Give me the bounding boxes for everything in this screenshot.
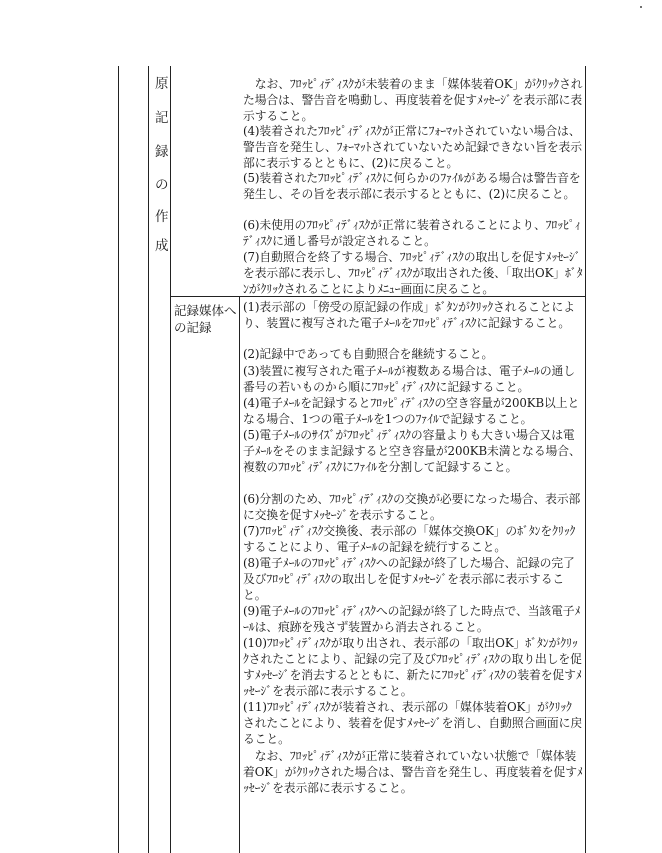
paragraph-item-5: (5)電子ﾒｰﾙのｻｲｽﾞがﾌﾛｯﾋﾟｨﾃﾞｨｽｸの容量よりも大きい場合又は電子ﾒｰﾙをそのまま記録すると空き容量が200KB未満となる場合、複数のﾌﾛｯﾋﾟｨﾃﾞｨｽｸにﾌｧｲﾙを分割して記録すること。 [243, 428, 581, 474]
table-right-border [585, 66, 586, 853]
paragraph-item-4: (4)装着されたﾌﾛｯﾋﾟｨﾃﾞｨｽｸが正常にﾌｫｰﾏｯﾄされていない場合は、警告音を発生し、ﾌｫｰﾏｯﾄされていないため記録できない旨を表示部に表示するとともに、(2)に戻ること。 [243, 124, 582, 170]
scan-speck [640, 6, 642, 8]
paragraph-item-2: (2)記録中であっても自動照合を継続すること。 [243, 347, 494, 361]
label-char: 作 [155, 209, 169, 225]
label-char: の [155, 177, 169, 193]
paragraph-item-11: (11)ﾌﾛｯﾋﾟｨﾃﾞｨｽｸが装着され、表示部の「媒体装着OK」がｸﾘｯｸされたことにより、装着を促すﾒｯｾｰｼﾞを消し、自動照合画面に戻ること。 [243, 700, 583, 746]
paragraph-item-7: (7)ﾌﾛｯﾋﾟｨﾃﾞｨｽｸ交換後、表示部の「媒体交換OK」のﾎﾞﾀﾝをｸﾘｯｸすることにより、電子ﾒｰﾙの記録を続行すること。 [243, 524, 576, 554]
subcategory-column-divider [239, 296, 240, 853]
paragraph-item-8: (8)電子ﾒｰﾙのﾌﾛｯﾋﾟｨﾃﾞｨｽｸへの記録が終了した場合、記録の完了及びﾌﾛｯﾋﾟｨﾃﾞｨｽｸの取出しを促すﾒｯｾｰｼﾞを表示部に表示すること。 [243, 556, 575, 602]
paragraph-note-improper-mount: なお、ﾌﾛｯﾋﾟｨﾃﾞｨｽｸが正常に装着されていない状態で「媒体装着OK」がｸﾘｯｸされた場合は、警告音を発生し、再度装着を促すﾒｯｾｰｼﾞを表示部に表示すること。 [243, 749, 583, 795]
paragraph-item-1: (1)表示部の「傍受の原記録の作成」ﾎﾞﾀﾝがｸﾘｯｸされることにより、装置に複写された電子ﾒｰﾙをﾌﾛｯﾋﾟｨﾃﾞｨｽｸに記録すること。 [243, 300, 575, 330]
label-char: 原 [155, 76, 169, 92]
paragraph-item-5: (5)装着されたﾌﾛｯﾋﾟｨﾃﾞｨｽｸに何らかのﾌｧｲﾙがある場合は警告音を発生し、その旨を表示部に表示するとともに、(2)に戻ること。 [243, 171, 581, 201]
paragraph-item-6: (6)分割のため、ﾌﾛｯﾋﾟｨﾃﾞｨｽｸの交換が必要になった場合、表示部に交換を促すﾒｯｾｰｼﾞを表示すること。 [243, 492, 581, 522]
label-char: 録 [155, 144, 169, 160]
paragraph-item-10: (10)ﾌﾛｯﾋﾟｨﾃﾞｨｽｸが取り出され、表示部の「取出OK」ﾎﾞﾀﾝがｸﾘｯｸされたことにより、記録の完了及びﾌﾛｯﾋﾟｨﾃﾞｨｽｸの取り出しを促すﾒｯｾｰｼﾞを消去するとともに、新たにﾌﾛｯﾋﾟｨﾃﾞｨｽｸの装着を促すﾒｯｾｰｼﾞを表示部に表示すること。 [243, 636, 582, 698]
paragraph-item-4: (4)電子ﾒｰﾙを記録するとﾌﾛｯﾋﾟｨﾃﾞｨｽｸの空き容量が200KB以上となる場合、1つの電子ﾒｰﾙを1つのﾌｧｲﾙで記録すること。 [243, 396, 580, 426]
table-left-border [118, 66, 119, 853]
paragraph-item-9: (9)電子ﾒｰﾙのﾌﾛｯﾋﾟｨﾃﾞｨｽｸへの記録が終了した時点で、当該電子ﾒｰﾙは、痕跡を残さず装置から消去されること。 [243, 604, 581, 634]
paragraph-note-unmounted: なお、ﾌﾛｯﾋﾟｨﾃﾞｨｽｸが未装着のまま「媒体装着OK」がｸﾘｯｸされた場合は、警告音を鳴動し、再度装着を促すﾒｯｾｰｼﾞを表示部に表示すること。 [243, 77, 583, 123]
section-label-media-recording: 記録媒体への記録 [174, 303, 237, 335]
paragraph-item-3: (3)装置に複写された電子ﾒｰﾙが複数ある場合は、電子ﾒｰﾙの通し番号の若いものから順にﾌﾛｯﾋﾟｨﾃﾞｨｽｸに記録すること。 [243, 364, 575, 394]
section-label-original-record-creation [152, 66, 172, 296]
table-inner-border [148, 66, 149, 853]
label-char: 成 [155, 238, 169, 254]
paragraph-item-7: (7)自動照合を終了する場合、ﾌﾛｯﾋﾟｨﾃﾞｨｽｸの取出しを促すﾒｯｾｰｼﾞを表示部に表示し、ﾌﾛｯﾋﾟｨﾃﾞｨｽｸが取出された後、「取出OK」ﾎﾞﾀﾝがｸﾘｯｸされることによりﾒﾆｭｰ画面に戻ること。 [243, 250, 583, 296]
paragraph-item-6: (6)未使用のﾌﾛｯﾋﾟｨﾃﾞｨｽｸが正常に装着されることにより、ﾌﾛｯﾋﾟｨﾃﾞｨｽｸに通し番号が設定されること。 [243, 218, 581, 248]
label-char: 記 [155, 110, 169, 126]
